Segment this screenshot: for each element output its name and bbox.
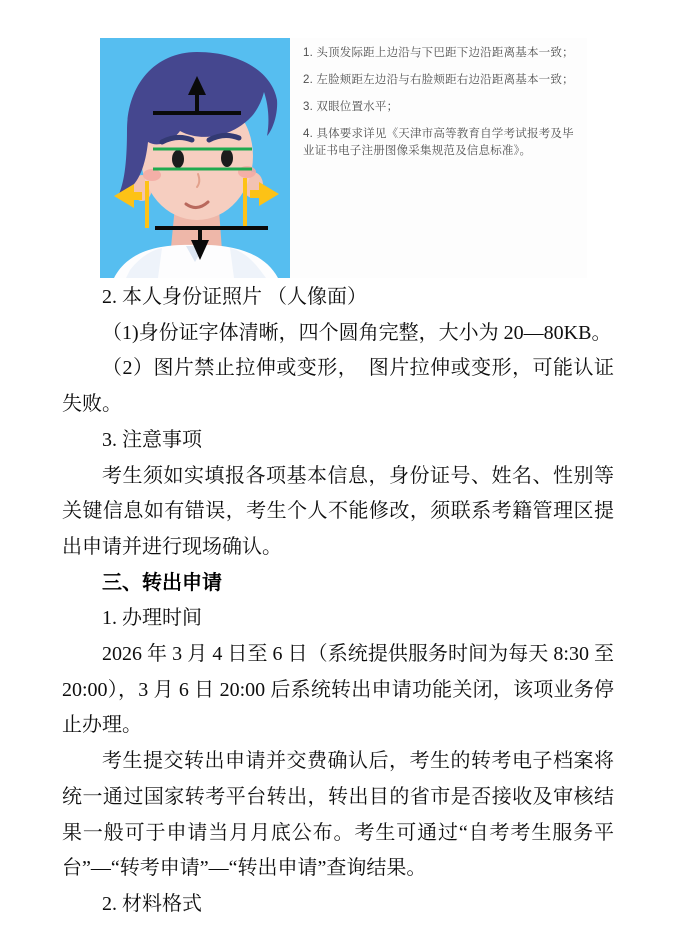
note-item-4: 4. 具体要求详见《天津市高等教育自学考试报考及毕业证书电子注册图像采集规范及信息标准》。 (303, 128, 574, 157)
note-item-1: 1. 头顶发际距上边沿与下巴距下边沿距离基本一致； (303, 47, 574, 59)
photo-guideline-figure (100, 38, 587, 278)
note-item-2: 2. 左脸颊距左边沿与右脸颊距右边沿距离基本一致； (303, 74, 574, 86)
left-eye (172, 150, 184, 168)
document-body (62, 280, 614, 923)
paragraph-notice-body: 考生须如实填报各项基本信息，身份证号、姓名、性别等关键信息如有错误，考生个人不能修改，须联系考籍管理区提出申请并进行现场确认。 (62, 464, 614, 558)
paragraph-material-format-heading: 2. 材料格式 (102, 892, 202, 915)
paragraph-handle-time-heading: 1. 办理时间 (102, 607, 202, 630)
note-item-3: 3. 双眼位置水平； (303, 101, 399, 113)
right-eye (221, 149, 233, 167)
left-cheek-blush (143, 169, 161, 181)
section-heading-transfer-out: 三、转出申请 (102, 571, 222, 594)
paragraph-id-photo-rule-2: （2）图片禁止拉伸或变形， 图片拉伸或变形，可能认证失败。 (62, 357, 614, 416)
paragraph-id-photo-rule-1: （1)身份证字体清晰，四个圆角完整，大小为 20—80KB。 (102, 321, 612, 344)
face-guideline-illustration (100, 38, 290, 278)
photo-requirement-notes (290, 38, 587, 278)
paragraph-notice-heading: 3. 注意事项 (102, 428, 202, 451)
sample-photo (100, 38, 290, 278)
paragraph-transfer-process: 考生提交转出申请并交费确认后，考生的转考电子档案将统一通过国家转考平台转出，转出目的省市是否接收及审核结果一般可于申请当月月底公布。考生可通过“自考考生服务平台”—“转考申请”—“转出申请”查询结果。 (62, 750, 614, 880)
paragraph-id-photo-heading: 2. 本人身份证照片 （人像面） (102, 286, 367, 308)
paragraph-handle-time-body: 2026 年 3 月 4 日至 6 日（系统提供服务时间为每天 8:30 至 20:00），3 月 6 日 20:00 后系统转出申请功能关闭，该项业务停止办理。 (62, 643, 614, 737)
